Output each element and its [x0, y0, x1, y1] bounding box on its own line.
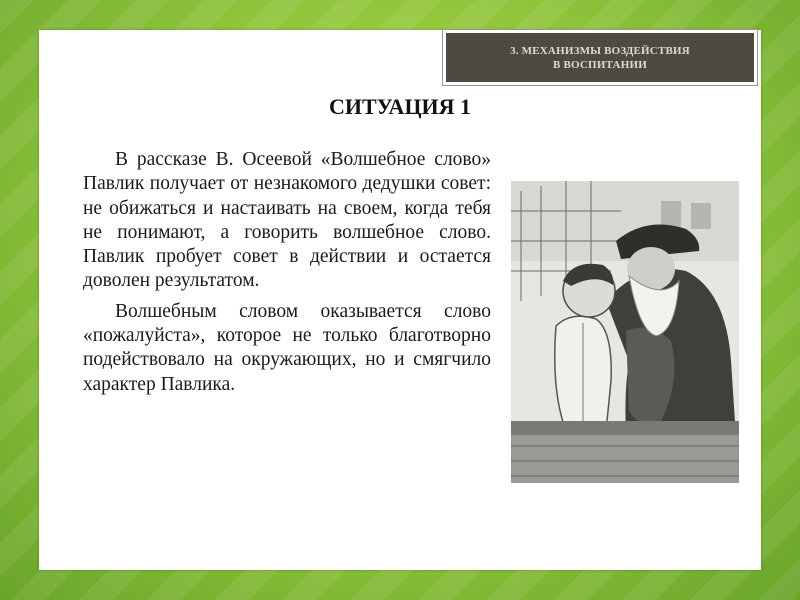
- section-header: [443, 30, 757, 85]
- body-text: [83, 148, 491, 403]
- section-header-line1: 3. МЕХАНИЗМЫ ВОЗДЕЙСТВИЯ: [510, 44, 690, 57]
- slide-title: СИТУАЦИЯ 1: [328, 94, 472, 119]
- paragraph-1: В рассказе В. Осеевой «Волшебное слово» Павлик получает от незнакомого дедушки совет: не обижаться и настаивать на своем, когда тебя не понимают, а говорить волшебное слово. Павлик пробует совет в действии и остается доволен результатом.: [83, 149, 491, 292]
- paragraph-2: Волшебным словом оказывается слово «пожалуйста», которое не только благотворно подействовало на окружающих, но и смягчило характер Павлика.: [83, 300, 491, 395]
- boy-and-grandfather-sketch-icon: [511, 181, 739, 483]
- section-header-line2: В ВОСПИТАНИИ: [553, 58, 647, 71]
